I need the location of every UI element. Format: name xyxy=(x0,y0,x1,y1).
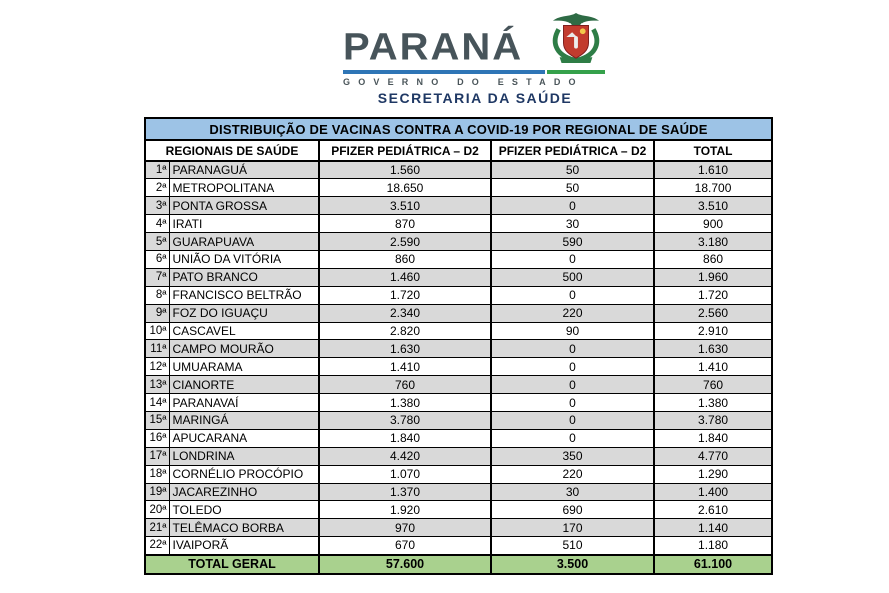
table-body xyxy=(145,161,772,555)
region-ordinal: 3ª xyxy=(145,197,169,215)
row-total-value: 1.720 xyxy=(654,286,772,304)
pfizer-d2-2-value: 0 xyxy=(491,429,654,447)
row-total-value: 2.610 xyxy=(654,501,772,519)
region-name: LONDRINA xyxy=(169,447,319,465)
region-name: PONTA GROSSA xyxy=(169,197,319,215)
region-name: IRATI xyxy=(169,215,319,233)
table-row xyxy=(145,376,772,394)
header-total: TOTAL xyxy=(654,140,772,161)
table-row xyxy=(145,304,772,322)
table-row xyxy=(145,483,772,501)
pfizer-d2-1-value: 1.720 xyxy=(319,286,491,304)
total-label: TOTAL GERAL xyxy=(145,555,319,574)
table-row xyxy=(145,179,772,197)
row-total-value: 760 xyxy=(654,376,772,394)
region-ordinal: 13ª xyxy=(145,376,169,394)
pfizer-d2-2-value: 50 xyxy=(491,161,654,179)
region-name: METROPOLITANA xyxy=(169,179,319,197)
table-row xyxy=(145,161,772,179)
region-name: FRANCISCO BELTRÃO xyxy=(169,286,319,304)
total-pfizer-d2-2: 3.500 xyxy=(491,555,654,574)
region-ordinal: 15ª xyxy=(145,411,169,429)
region-ordinal: 12ª xyxy=(145,358,169,376)
region-name: PARANAVAÍ xyxy=(169,394,319,412)
region-ordinal: 18ª xyxy=(145,465,169,483)
pfizer-d2-1-value: 2.590 xyxy=(319,233,491,251)
row-total-value: 1.630 xyxy=(654,340,772,358)
header-pfizer-d2-2: PFIZER PEDIÁTRICA – D2 xyxy=(491,140,654,161)
region-ordinal: 2ª xyxy=(145,179,169,197)
pfizer-d2-2-value: 0 xyxy=(491,376,654,394)
pfizer-d2-2-value: 30 xyxy=(491,215,654,233)
table-row xyxy=(145,447,772,465)
header-pfizer-d2-1: PFIZER PEDIÁTRICA – D2 xyxy=(319,140,491,161)
region-ordinal: 1ª xyxy=(145,161,169,179)
region-name: CORNÉLIO PROCÓPIO xyxy=(169,465,319,483)
governo-do-estado-label: GOVERNO DO ESTADO xyxy=(343,77,584,87)
region-name: UNIÃO DA VITÓRIA xyxy=(169,250,319,268)
region-ordinal: 11ª xyxy=(145,340,169,358)
region-name: JACAREZINHO xyxy=(169,483,319,501)
pfizer-d2-1-value: 970 xyxy=(319,519,491,537)
pfizer-d2-1-value: 670 xyxy=(319,537,491,555)
region-ordinal: 22ª xyxy=(145,537,169,555)
table-row xyxy=(145,215,772,233)
pfizer-d2-1-value: 4.420 xyxy=(319,447,491,465)
region-name: TELÊMACO BORBA xyxy=(169,519,319,537)
row-total-value: 860 xyxy=(654,250,772,268)
pfizer-d2-2-value: 220 xyxy=(491,304,654,322)
pfizer-d2-2-value: 0 xyxy=(491,340,654,358)
region-ordinal: 6ª xyxy=(145,250,169,268)
row-total-value: 3.180 xyxy=(654,233,772,251)
pfizer-d2-1-value: 1.070 xyxy=(319,465,491,483)
pfizer-d2-2-value: 0 xyxy=(491,197,654,215)
pfizer-d2-1-value: 1.410 xyxy=(319,358,491,376)
total-row xyxy=(145,555,772,574)
pfizer-d2-2-value: 690 xyxy=(491,501,654,519)
row-total-value: 1.400 xyxy=(654,483,772,501)
parana-coat-of-arms-icon xyxy=(547,12,605,69)
pfizer-d2-2-value: 220 xyxy=(491,465,654,483)
row-total-value: 1.410 xyxy=(654,358,772,376)
pfizer-d2-2-value: 0 xyxy=(491,411,654,429)
row-total-value: 1.180 xyxy=(654,537,772,555)
table-row xyxy=(145,358,772,376)
row-total-value: 3.780 xyxy=(654,411,772,429)
row-total-value: 1.140 xyxy=(654,519,772,537)
table-row xyxy=(145,537,772,555)
table-row xyxy=(145,233,772,251)
region-name: TOLEDO xyxy=(169,501,319,519)
pfizer-d2-2-value: 30 xyxy=(491,483,654,501)
pfizer-d2-2-value: 0 xyxy=(491,358,654,376)
table-row xyxy=(145,465,772,483)
table-row xyxy=(145,340,772,358)
region-ordinal: 4ª xyxy=(145,215,169,233)
pfizer-d2-2-value: 590 xyxy=(491,233,654,251)
pfizer-d2-2-value: 0 xyxy=(491,286,654,304)
pfizer-d2-1-value: 2.820 xyxy=(319,322,491,340)
pfizer-d2-2-value: 90 xyxy=(491,322,654,340)
pfizer-d2-1-value: 1.630 xyxy=(319,340,491,358)
table-row xyxy=(145,286,772,304)
region-ordinal: 8ª xyxy=(145,286,169,304)
pfizer-d2-2-value: 170 xyxy=(491,519,654,537)
region-name: FOZ DO IGUAÇU xyxy=(169,304,319,322)
secretaria-da-saude-label: SECRETARIA DA SAÚDE xyxy=(377,90,573,106)
table-row xyxy=(145,429,772,447)
table-row xyxy=(145,250,772,268)
region-name: MARINGÁ xyxy=(169,411,319,429)
row-total-value: 2.560 xyxy=(654,304,772,322)
parana-logo xyxy=(343,12,607,106)
region-name: IVAIPORÃ xyxy=(169,537,319,555)
pfizer-d2-1-value: 870 xyxy=(319,215,491,233)
pfizer-d2-2-value: 350 xyxy=(491,447,654,465)
parana-wordmark: PARANÁ xyxy=(343,25,524,69)
region-name: CAMPO MOURÃO xyxy=(169,340,319,358)
table-row xyxy=(145,197,772,215)
region-name: UMUARAMA xyxy=(169,358,319,376)
row-total-value: 1.840 xyxy=(654,429,772,447)
header-regionais: REGIONAIS DE SAÚDE xyxy=(145,140,319,161)
region-name: PATO BRANCO xyxy=(169,268,319,286)
region-name: CIANORTE xyxy=(169,376,319,394)
row-total-value: 3.510 xyxy=(654,197,772,215)
region-ordinal: 5ª xyxy=(145,233,169,251)
region-name: GUARAPUAVA xyxy=(169,233,319,251)
region-ordinal: 17ª xyxy=(145,447,169,465)
row-total-value: 18.700 xyxy=(654,179,772,197)
table-title: DISTRIBUIÇÃO DE VACINAS CONTRA A COVID-19 POR REGIONAL DE SAÚDE xyxy=(145,118,772,140)
pfizer-d2-1-value: 1.560 xyxy=(319,161,491,179)
row-total-value: 900 xyxy=(654,215,772,233)
pfizer-d2-1-value: 18.650 xyxy=(319,179,491,197)
region-ordinal: 14ª xyxy=(145,394,169,412)
total-grand: 61.100 xyxy=(654,555,772,574)
pfizer-d2-2-value: 510 xyxy=(491,537,654,555)
pfizer-d2-2-value: 50 xyxy=(491,179,654,197)
region-ordinal: 16ª xyxy=(145,429,169,447)
table-row xyxy=(145,322,772,340)
pfizer-d2-1-value: 1.460 xyxy=(319,268,491,286)
region-name: CASCAVEL xyxy=(169,322,319,340)
total-pfizer-d2-1: 57.600 xyxy=(319,555,491,574)
pfizer-d2-1-value: 1.380 xyxy=(319,394,491,412)
vaccine-distribution-table xyxy=(144,117,771,575)
region-ordinal: 10ª xyxy=(145,322,169,340)
pfizer-d2-1-value: 3.780 xyxy=(319,411,491,429)
blue-underline-bar xyxy=(343,70,545,74)
table-row xyxy=(145,519,772,537)
region-ordinal: 7ª xyxy=(145,268,169,286)
pfizer-d2-2-value: 500 xyxy=(491,268,654,286)
table-row xyxy=(145,411,772,429)
pfizer-d2-1-value: 1.840 xyxy=(319,429,491,447)
pfizer-d2-1-value: 1.370 xyxy=(319,483,491,501)
table-row xyxy=(145,394,772,412)
pfizer-d2-1-value: 3.510 xyxy=(319,197,491,215)
pfizer-d2-1-value: 760 xyxy=(319,376,491,394)
green-underline-bar xyxy=(547,70,605,74)
region-ordinal: 21ª xyxy=(145,519,169,537)
table-row xyxy=(145,501,772,519)
region-name: PARANAGUÁ xyxy=(169,161,319,179)
region-name: APUCARANA xyxy=(169,429,319,447)
pfizer-d2-2-value: 0 xyxy=(491,394,654,412)
region-ordinal: 19ª xyxy=(145,483,169,501)
row-total-value: 1.290 xyxy=(654,465,772,483)
row-total-value: 2.910 xyxy=(654,322,772,340)
row-total-value: 1.610 xyxy=(654,161,772,179)
pfizer-d2-1-value: 2.340 xyxy=(319,304,491,322)
row-total-value: 4.770 xyxy=(654,447,772,465)
region-ordinal: 20ª xyxy=(145,501,169,519)
table-row xyxy=(145,268,772,286)
region-ordinal: 9ª xyxy=(145,304,169,322)
pfizer-d2-1-value: 1.920 xyxy=(319,501,491,519)
pfizer-d2-1-value: 860 xyxy=(319,250,491,268)
pfizer-d2-2-value: 0 xyxy=(491,250,654,268)
row-total-value: 1.380 xyxy=(654,394,772,412)
row-total-value: 1.960 xyxy=(654,268,772,286)
